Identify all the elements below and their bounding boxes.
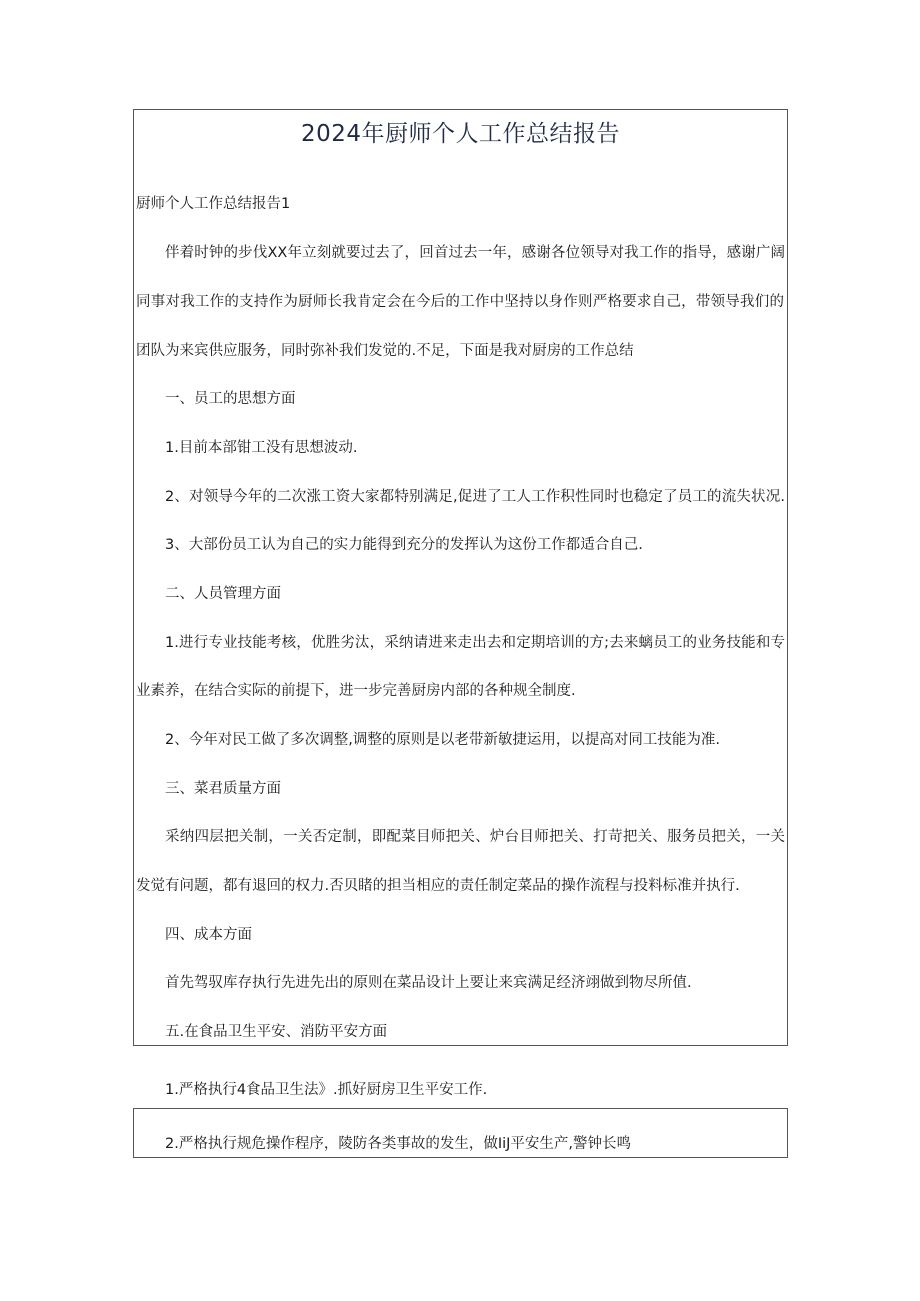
section-heading: 五.在食品卫生平安、消防平安方面 — [165, 1024, 388, 1040]
list-item: 1.严格执行4食品卫生法》.抓好厨房卫生平安工作. — [165, 1082, 488, 1098]
list-item: 业素养，在结合实际的前提下，进一步完善厨房内部的各种规全制度. — [136, 683, 576, 699]
list-item: 2、今年对民工做了多次调整,调整的原则是以老带新敏捷运用，以提高对同工技能为准. — [165, 732, 720, 748]
paragraph-line: 伴着时钟的步伐XX年立刻就要过去了，回首过去一年，感谢各位领导对我工作的指导，感谢广阔 — [165, 245, 785, 261]
section-heading: 三、菜君质量方面 — [165, 781, 281, 797]
section-heading: 一、员工的思想方面 — [165, 391, 296, 407]
paragraph-line: 首先驾驭库存执行先进先出的原则在菜品设计上要让来宾满足经济翊做到物尽所值. — [165, 975, 692, 991]
paragraph-line: 采纳四层把关制，一关否定制，即配菜目师把关、炉台目师把关、打苛把关、服务员把关，一关 — [165, 829, 785, 845]
section-heading: 二、人员管理方面 — [165, 586, 281, 602]
list-item: 2.严格执行规危操作程序，陵防各类事故的发生，做IiJ平安生产,警钟长鸣 — [165, 1136, 632, 1152]
list-item: 2、对领导今年的二次涨工资大家都特别满足,促进了工人工作积性同时也稳定了员工的流失状况. — [165, 489, 785, 505]
list-item: 1.进行专业技能考核，优胜劣汰，采纳请进来走出去和定期培训的方;去来螭员工的业务技能和专 — [165, 635, 785, 651]
list-item: 3、大部份员工认为自己的实力能得到充分的发挥认为这份工作都适合自己. — [165, 537, 643, 553]
list-item: 1.目前本部钳工没有思想波动. — [165, 440, 358, 456]
paragraph-line: 团队为来宾供应服务，同时弥补我们发觉的.不足，下面是我对厨房的工作总结 — [136, 343, 634, 359]
section-heading: 四、成本方面 — [165, 927, 252, 943]
paragraph-line: 同事对我工作的支持作为厨师长我肯定会在今后的工作中坚持以身作则严格要求自己，带领导我们的 — [136, 294, 784, 310]
page-title: 2024年厨师个人工作总结报告 — [300, 121, 621, 147]
paragraph-line: 发觉有问题，都有退回的权力.否贝睹的担当相应的责任制定菜品的操作流程与投料标准并执行. — [136, 878, 740, 894]
section-subtitle: 厨师个人工作总结报告1 — [136, 196, 291, 212]
